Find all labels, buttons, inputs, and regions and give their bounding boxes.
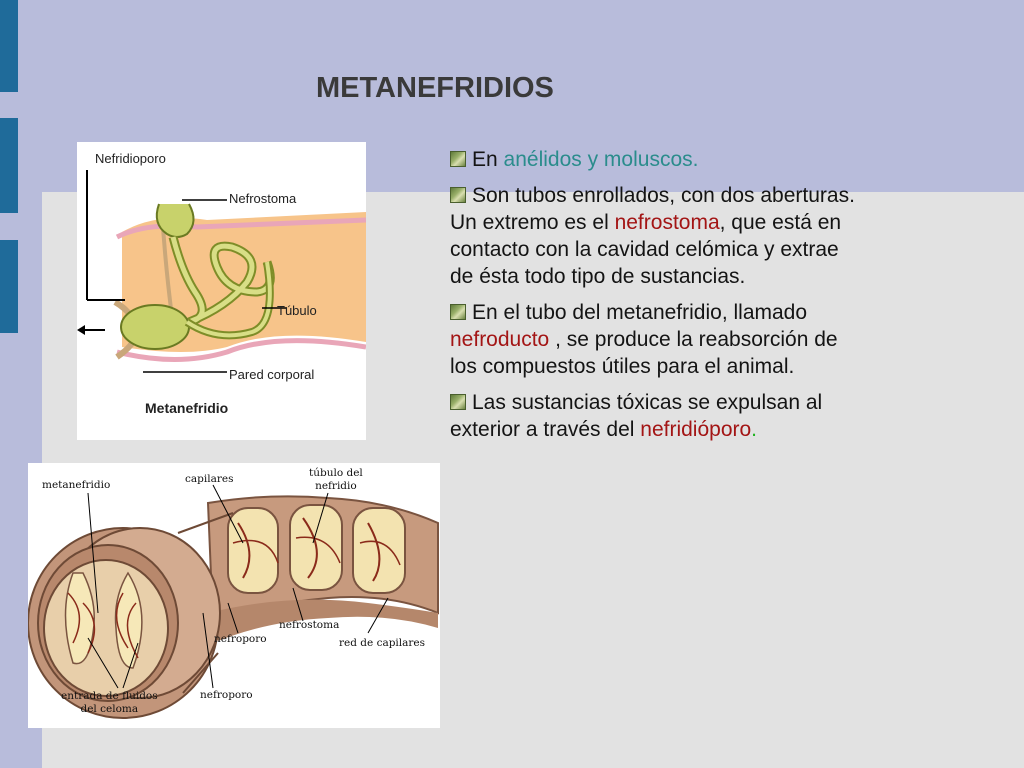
- bullet-text-segment: nefrostoma: [614, 211, 720, 234]
- entrada-de-fluidos-label: [61, 690, 158, 716]
- bullet-icon: [450, 304, 466, 320]
- left-accent-stripe: [0, 240, 18, 333]
- nefrostoma-label: Nefrostoma: [229, 191, 297, 206]
- bullet-text-segment: En el tubo del metanefridio, llamado: [472, 301, 808, 324]
- left-accent-stripe: [0, 0, 18, 92]
- bullet-text-segment: Son tubos enrollados, con dos aberturas. Un extremo es el: [450, 184, 855, 234]
- bullet-item: [450, 146, 860, 173]
- nefroporo-label-upper: nefroporo: [214, 633, 267, 645]
- bullet-icon: [450, 394, 466, 410]
- bullet-icon: [450, 151, 466, 167]
- capilares-label: capilares: [185, 473, 234, 485]
- entrada-label-line2: del celoma: [80, 703, 139, 715]
- tubulo-del-nefridio-label: [309, 467, 363, 493]
- tubulo-label-line2: nefridio: [315, 480, 357, 492]
- metanefridio-diagram: [77, 142, 366, 440]
- nefridioporo-label: Nefridioporo: [95, 151, 166, 166]
- bullet-item: [450, 389, 860, 443]
- bullet-text-segment: nefridióporo: [640, 418, 752, 441]
- tubulo-label-line1: túbulo del: [309, 467, 363, 479]
- bullet-text-segment: En: [472, 148, 504, 171]
- bullet-text-segment: anélidos y moluscos: [503, 148, 693, 171]
- nefrostoma-label: nefrostoma: [279, 619, 340, 631]
- bullet-list: [450, 146, 860, 452]
- entrada-label-line1: entrada de fluidos: [61, 690, 158, 702]
- bullet-text-segment: , que está en contacto con la cavidad celómica y extrae de ésta todo tipo de sustancias.: [450, 211, 842, 288]
- bullet-text-segment: .: [751, 418, 758, 441]
- bullet-text-segment: nefroducto: [450, 328, 550, 351]
- anelido-segments-illustration: [28, 463, 440, 728]
- tubulo-label: Túbulo: [277, 303, 317, 318]
- bullet-item: [450, 182, 860, 290]
- bullet-item: [450, 299, 860, 380]
- bullet-icon: [450, 187, 466, 203]
- bullet-text-segment: , se produce la reabsorción de los compuestos útiles para el animal.: [450, 328, 838, 378]
- slide-title: METANEFRIDIOS: [316, 72, 554, 104]
- left-accent-stripe: [0, 118, 18, 213]
- metanefridio-label: metanefridio: [42, 479, 111, 491]
- bullet-text-segment: .: [692, 148, 699, 171]
- bullet-text-segment: Las sustancias tóxicas se expulsan al exterior a través del: [450, 391, 823, 441]
- nefroporo-label-lower: nefroporo: [200, 689, 253, 701]
- red-de-capilares-label: red de capilares: [339, 637, 426, 649]
- pared-corporal-label: Pared corporal: [229, 367, 315, 382]
- metanefridio-drawing: [77, 142, 366, 440]
- metanefridio-caption: Metanefridio: [145, 400, 229, 416]
